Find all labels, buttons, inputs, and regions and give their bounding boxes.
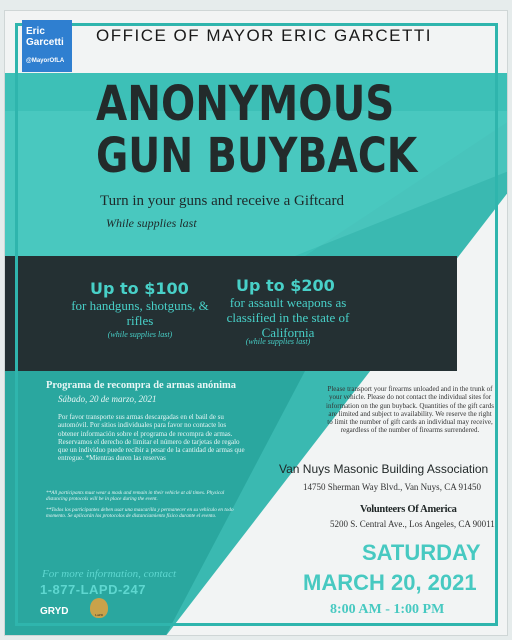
offer-text-1: for handguns, shotguns, & rifles — [71, 298, 209, 328]
contact-phone[interactable]: 1-877-LAPD-247 — [40, 582, 146, 597]
offer-price-2: Up to $200 — [236, 276, 335, 295]
transport-note: Please transport your firearms unloaded and in the trunk of your vehicle. Please do not contact the individual sites for information on the gun buyback. Quantities of the gift cards are limited and subject to availability. We reserve the right to limit the number of gift cards an individual may receive, regardless of the number of firearms surrendered. — [326, 385, 494, 435]
headline-line2: GUN BUYBACK — [96, 128, 418, 184]
spanish-title: Programa de recompra de armas anónima — [46, 380, 237, 391]
office-title: OFFICE OF MAYOR ERIC GARCETTI — [96, 26, 432, 45]
gryd-logo: GRYD — [40, 606, 69, 617]
mask-note-es: **Todos los participantes deben usar una mascarilla y permanecer en su vehículo en todo momento. Se aplicarán los protocolos de distanciamiento físico durante el evento. — [46, 507, 234, 520]
contact-label: For more information, contact — [42, 568, 177, 580]
badge-line1: Eric — [26, 26, 45, 37]
lapd-badge-icon — [90, 598, 108, 618]
location-1-name: Van Nuys Masonic Building Association — [279, 462, 489, 476]
mayor-badge — [22, 20, 72, 72]
offer-note-2: (while supplies last) — [245, 337, 311, 346]
offer-note-1: (while supplies last) — [107, 330, 173, 339]
event-date: MARCH 20, 2021 — [303, 570, 477, 595]
location-2-name: Volunteers Of America — [360, 504, 457, 515]
mask-note-en: **All participants must wear a mask and remain in their vehicle at all times. Physical distancing protocols will be in place during the event. — [46, 490, 225, 503]
location-1-address: 14750 Sherman Way Blvd., Van Nuys, CA 91450 — [303, 482, 481, 492]
offer-text-2: for assault weapons as classified in the state of California — [226, 295, 350, 340]
event-time: 8:00 AM - 1:00 PM — [330, 602, 445, 617]
subtitle: Turn in your guns and receive a Giftcard — [100, 193, 344, 209]
badge-handle: @MayorOfLA — [26, 58, 65, 64]
spanish-body: Por favor transporte sus armas descargadas en el baúl de su automóvil. Por sitios individuales para favor no contacte los obtener información sobre el programa de recompra de armas. Reservamos el derecho de limitar el número de tarjetas de regalo que un individuo puede recibir a pesar de la cantidad de armas que entregue. *Mientras duren las reservas — [58, 413, 245, 463]
offer-price-1: Up to $100 — [90, 279, 189, 298]
badge-line2: Garcetti — [26, 37, 64, 48]
spanish-date: Sábado, 20 de marzo, 2021 — [58, 394, 157, 404]
lapd-label: LAPD — [95, 613, 103, 617]
subtitle-note: While supplies last — [106, 216, 197, 230]
location-2-address: 5200 S. Central Ave., Los Angeles, CA 90011 — [330, 519, 495, 529]
headline-line1: ANONYMOUS — [96, 76, 395, 132]
event-day: SATURDAY — [362, 540, 481, 565]
